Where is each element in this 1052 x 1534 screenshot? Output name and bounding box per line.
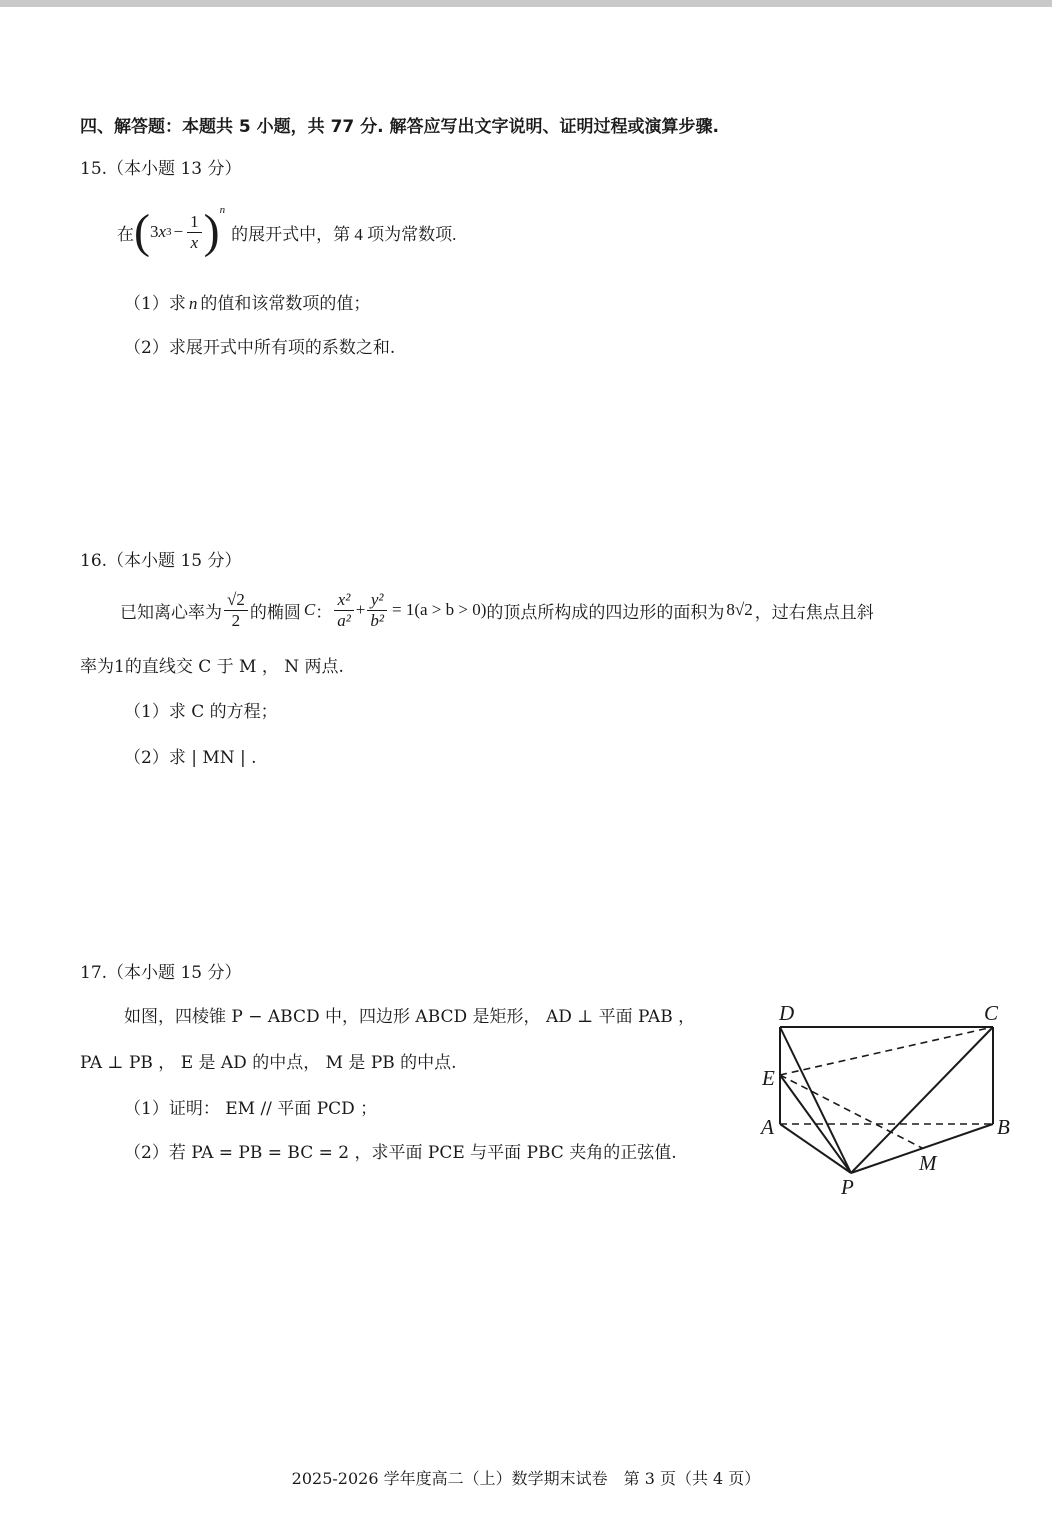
q16-colon: ： xyxy=(315,602,333,622)
q16-line2: 率为1的直线交 C 于 M ， N 两点. xyxy=(80,657,344,677)
q16-y-num: y² xyxy=(367,590,387,611)
q15-part1-prefix: （1）求 xyxy=(124,294,186,314)
q15-outer-exp: n xyxy=(219,204,226,216)
q16-curve: C xyxy=(303,600,316,619)
q15-frac-num: 1 xyxy=(187,212,202,233)
label-p: P xyxy=(841,1175,854,1199)
q17-line2: PA ⊥ PB ， E 是 AD 的中点， M 是 PB 的中点. xyxy=(80,1053,457,1073)
left-paren: ( xyxy=(134,205,150,258)
q15-part1 xyxy=(124,289,370,314)
q16-ecc-num: √2 xyxy=(224,590,248,611)
q15-expr-minus: − xyxy=(173,222,184,241)
label-a: A xyxy=(761,1115,774,1139)
label-b: B xyxy=(997,1115,1010,1139)
q15-part2: （2）求展开式中所有项的系数之和. xyxy=(124,338,396,358)
q16-ecc-den: 2 xyxy=(231,610,241,630)
q16-text1: 已知离心率为 xyxy=(120,602,222,622)
q16-x-num: x² xyxy=(334,590,354,611)
q17-part2: （2）若 PA = PB = BC = 2 ，求平面 PCE 与平面 PBC 夹角的正弦值. xyxy=(124,1143,677,1163)
q15-header: 15.（本小题 13 分） xyxy=(80,159,242,179)
label-e: E xyxy=(762,1066,775,1090)
label-d: D xyxy=(779,1001,795,1025)
q16-text2: 的椭圆 xyxy=(249,602,301,622)
right-paren: ) xyxy=(203,205,220,258)
label-m: M xyxy=(919,1151,937,1175)
q16-ecc-fraction xyxy=(224,590,248,630)
q15-expr-var: x xyxy=(158,222,167,241)
q16-line1 xyxy=(120,582,874,638)
q16-text4: ，过右焦点且斜 xyxy=(754,602,874,622)
q16-x-den: a² xyxy=(337,610,351,630)
q15-stem xyxy=(117,200,456,264)
q16-text3: 的顶点所构成的四边形的面积为 xyxy=(486,602,725,622)
q15-part1-var: n xyxy=(188,294,198,313)
edge-ap xyxy=(780,1124,851,1173)
q15-stem-suffix: 的展开式中，第 4 项为常数项. xyxy=(231,224,457,244)
edge-dp xyxy=(780,1027,851,1173)
section-heading: 四、解答题：本题共 5 小题，共 77 分. 解答应写出文字说明、证明过程或演算步骤. xyxy=(80,117,719,137)
page-footer: 2025-2026 学年度高二（上）数学期末试卷 第 3 页（共 4 页） xyxy=(291,1469,761,1488)
q17-part1: （1）证明： EM // 平面 PCD ； xyxy=(124,1099,378,1119)
q16-header: 16.（本小题 15 分） xyxy=(80,551,242,571)
hidden-edge-em xyxy=(780,1075,922,1148)
top-scan-bar xyxy=(0,0,1052,7)
q17-line1: 如图，四棱锥 P − ABCD 中，四边形 ABCD 是矩形， AD ⊥ 平面 PAB ， xyxy=(124,1007,696,1027)
q15-fraction xyxy=(187,212,202,252)
q16-eq-condition: = 1(a > b > 0) xyxy=(392,600,487,619)
q15-stem-prefix: 在 xyxy=(117,224,134,244)
q16-y-den: b² xyxy=(370,610,384,630)
q16-y-fraction xyxy=(367,590,387,630)
q17-header: 17.（本小题 15 分） xyxy=(80,963,242,983)
q16-plus: + xyxy=(355,600,366,619)
q15-part1-suffix: 的值和该常数项的值； xyxy=(200,294,371,314)
label-c: C xyxy=(984,1001,999,1025)
q16-part2: （2）求 | MN | . xyxy=(124,748,257,768)
pyramid-figure xyxy=(755,995,1025,1210)
q15-expr-exp: 3 xyxy=(166,226,172,238)
q15-expr-coef: 3 xyxy=(149,222,159,241)
q16-x-fraction xyxy=(334,590,354,630)
q16-part1: （1）求 C 的方程； xyxy=(124,702,278,722)
hidden-edge-ec xyxy=(780,1027,993,1075)
q15-frac-den: x xyxy=(190,232,199,252)
q16-area: 8√2 xyxy=(726,600,753,619)
